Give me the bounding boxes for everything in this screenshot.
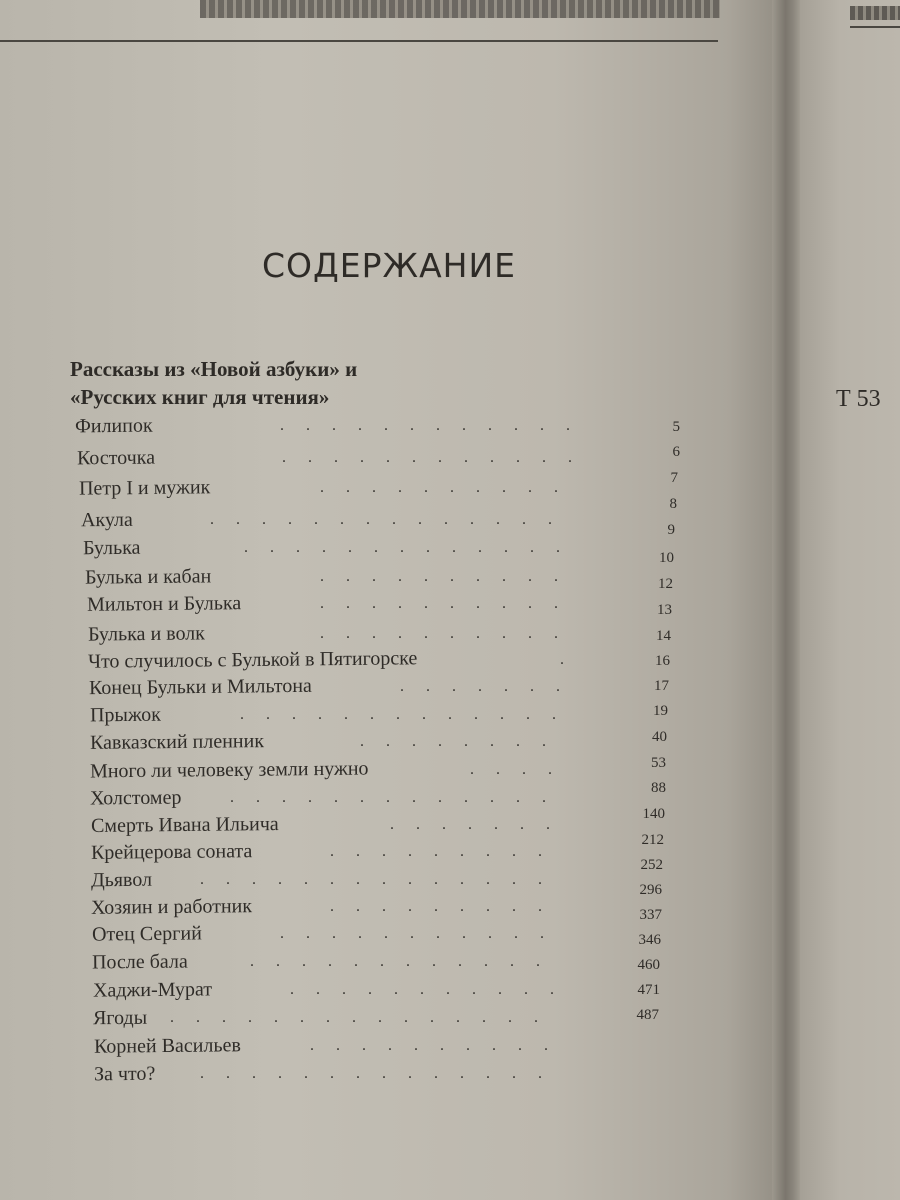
toc-entry-page: 346 — [638, 932, 661, 948]
toc-entry-title: Мильтон и Булька — [86, 592, 242, 616]
header-rule-thick — [200, 0, 720, 18]
toc-leader-dots: ....... — [390, 816, 572, 833]
toc-leader-dots: .......... — [320, 568, 580, 585]
toc-entry-page: 252 — [640, 857, 663, 873]
toc-entry-page: 296 — [639, 882, 662, 898]
toc-leader-dots: ............. — [240, 706, 578, 723]
toc-entry-title: Ягоды — [92, 1006, 148, 1030]
toc-entry-title: Акула — [80, 508, 133, 532]
toc-entry-page: 13 — [657, 602, 672, 618]
right-header-rule-thick — [850, 6, 900, 20]
toc-leader-dots: ........... — [280, 925, 566, 942]
toc-entry-title: Кавказский пленник — [89, 730, 265, 754]
toc-entry-page: 8 — [669, 496, 677, 512]
toc-entry-title: Конец Бульки и Мильтона — [88, 674, 312, 700]
toc-leader-dots: .......... — [320, 595, 580, 612]
section-title-line-1: Рассказы из «Новой азбуки» и — [70, 357, 358, 381]
toc-leader-dots: .............. — [210, 511, 574, 528]
toc-leader-dots: .......... — [310, 1037, 570, 1054]
toc-leader-dots: ............ — [250, 953, 562, 970]
toc-entry-title: Много ли человеку земли нужно — [89, 757, 369, 783]
toc-entry-page: 14 — [656, 628, 671, 644]
toc-entry-page: 337 — [639, 907, 662, 923]
toc-entry-title: Хозяин и работник — [90, 895, 253, 919]
toc-entry-title: Косточка — [76, 446, 156, 470]
toc-entry-title: Филипок — [74, 414, 153, 438]
toc-entry-page: 19 — [653, 703, 668, 719]
toc-leader-dots: ............... — [170, 1009, 560, 1026]
toc-leader-dots: ....... — [400, 678, 582, 695]
toc-entry-title: Отец Сергий — [91, 922, 202, 946]
toc-leader-dots: .............. — [200, 871, 564, 888]
header-rule-thin — [0, 40, 718, 42]
toc-entry-page: 6 — [672, 444, 680, 460]
toc-entry-page: 16 — [655, 653, 670, 669]
toc-leader-dots: .......... — [320, 479, 580, 496]
toc-entry-page: 9 — [667, 522, 675, 538]
toc-leader-dots: . — [560, 651, 586, 668]
toc-entry-page: 17 — [654, 678, 669, 694]
toc-entry-page: 10 — [659, 550, 674, 566]
toc-leader-dots: ............. — [244, 539, 582, 556]
toc-entry-title: Булька и кабан — [84, 565, 212, 589]
book-spine — [772, 0, 802, 1200]
toc-entry-title: Корней Васильев — [93, 1034, 241, 1058]
toc-entry-page: 12 — [658, 576, 673, 592]
right-page — [800, 0, 900, 1200]
toc-entry-title: Хаджи-Мурат — [92, 978, 213, 1002]
toc-entry-page: 140 — [642, 806, 665, 822]
toc-entry-title: Что случилось с Булькой в Пятигорске — [87, 647, 418, 673]
toc-leader-dots: ......... — [330, 898, 564, 915]
toc-entry-page: 53 — [651, 755, 666, 771]
toc-entry-page: 212 — [641, 832, 664, 848]
toc-entry-title: После бала — [91, 950, 188, 974]
toc-entry-page: 7 — [670, 470, 678, 486]
toc-leader-dots: .... — [470, 761, 574, 778]
section-title-line-2: «Русских книг для чтения» — [70, 385, 330, 409]
toc-entry-title: Смерть Ивана Ильича — [90, 813, 279, 837]
toc-entry-title: Холстомер — [89, 786, 182, 810]
toc-entry-title: Крейцерова соната — [90, 840, 253, 864]
toc-entry-page: 471 — [637, 982, 660, 998]
toc-entry-page: 40 — [652, 729, 667, 745]
section-title — [70, 355, 490, 411]
toc-leader-dots: .............. — [200, 1065, 564, 1082]
toc-entry-title: Петр I и мужик — [78, 476, 211, 500]
toc-leader-dots: .......... — [320, 625, 580, 642]
toc-entry-title: Дьявол — [90, 868, 153, 892]
toc-entry-title: За что? — [93, 1062, 156, 1086]
toc-entry-page: 88 — [651, 780, 666, 796]
right-header-rule-thin — [850, 26, 900, 28]
toc-leader-dots: ............ — [282, 449, 594, 466]
toc-entry-page: 5 — [672, 419, 680, 435]
contents-heading: СОДЕРЖАНИЕ — [262, 246, 517, 285]
toc-leader-dots: ........... — [290, 981, 576, 998]
toc-entry-title: Булька и волк — [87, 622, 206, 646]
toc-entry-title: Булька — [82, 536, 141, 560]
toc-leader-dots: ......... — [330, 843, 564, 860]
toc-entry-page: 487 — [636, 1007, 659, 1023]
toc-leader-dots: ............ — [280, 417, 592, 434]
toc-leader-dots: ............. — [230, 789, 568, 806]
toc-entry-title: Прыжок — [89, 703, 162, 727]
toc-leader-dots: ........ — [360, 733, 568, 750]
toc-entry-page: 460 — [637, 957, 660, 973]
right-page-code: Т 53 — [836, 386, 881, 412]
